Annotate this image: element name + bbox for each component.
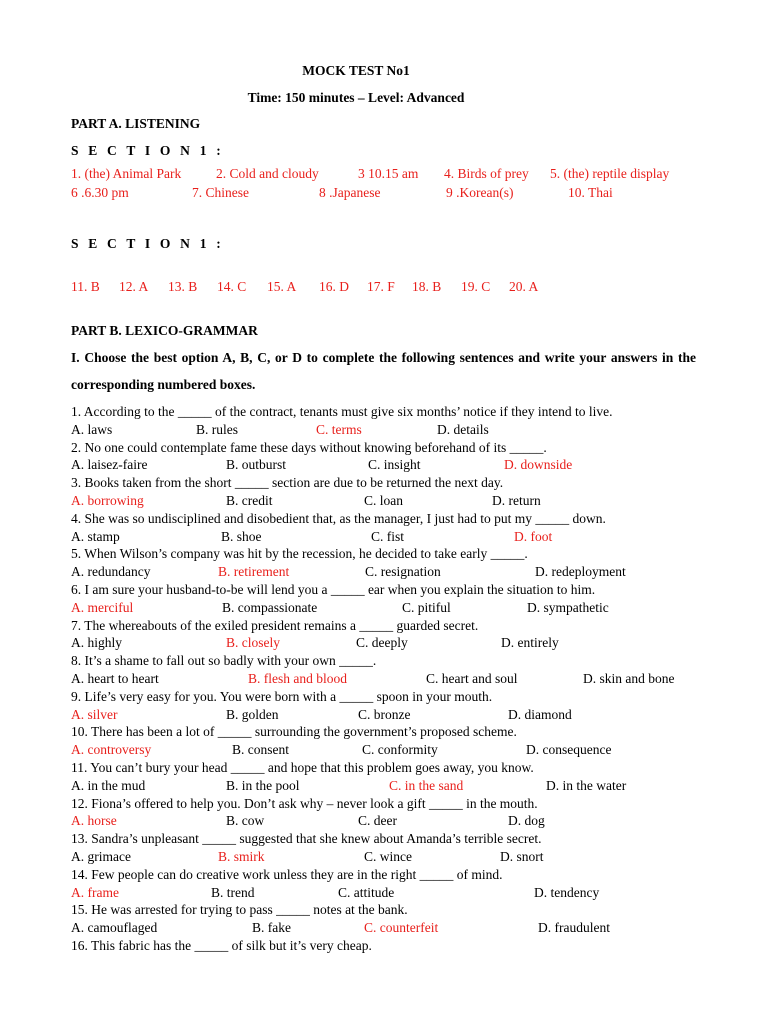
correct-option: A. controversy	[71, 742, 152, 758]
question-text: 6. I am sure your husband-to-be will lend you a _____ ear when you explain the situation to him.	[71, 582, 596, 597]
question-options	[71, 707, 711, 725]
option: D. sympathetic	[527, 599, 609, 615]
answer-9: 9 .Korean(s)	[446, 185, 514, 200]
correct-option: A. horse	[71, 813, 117, 829]
question-options	[71, 457, 711, 475]
question-options	[71, 671, 711, 689]
question-text: 9. Life’s very easy for you. You were born with a _____ spoon in your mouth.	[71, 688, 493, 704]
question-text: 7. The whereabouts of the exiled president remains a _____ guarded secret.	[71, 617, 479, 633]
option: B. shoe	[221, 528, 262, 544]
option: A. in the mud	[71, 777, 146, 793]
question-text: 15. He was arrested for trying to pass _____ notes at the bank.	[71, 902, 408, 918]
correct-option: C. terms	[316, 421, 362, 437]
option: D. redeployment	[535, 564, 626, 580]
option: C. attitude	[338, 884, 395, 900]
question-text: 3. Books taken from the short _____ section are due to be returned the next day.	[71, 475, 504, 491]
question-options	[71, 813, 711, 831]
question-text: 16. This fabric has the _____ of silk but it’s very cheap.	[71, 938, 372, 953]
option: C. wince	[364, 849, 412, 864]
option: B. trend	[211, 884, 255, 900]
option: D. entirely	[501, 635, 559, 651]
test-title: MOCK TEST No1	[302, 63, 410, 78]
section1-answers-row1	[71, 166, 711, 184]
option: C. resignation	[365, 564, 441, 580]
option: A. heart to heart	[71, 671, 159, 686]
option: D. fraudulent	[538, 920, 610, 936]
correct-option: B. flesh and blood	[248, 671, 347, 686]
question-options	[71, 920, 711, 938]
correct-option: A. silver	[71, 706, 118, 722]
section2-heading: S E C T I O N 1 :	[71, 236, 224, 251]
question-options	[71, 635, 711, 653]
question-options	[71, 885, 711, 903]
option: C. loan	[364, 493, 403, 508]
option: B. rules	[196, 421, 238, 437]
option: D. snort	[500, 849, 544, 864]
answer-12: 12. A	[119, 279, 149, 294]
question-options	[71, 849, 711, 867]
correct-option: A. borrowing	[71, 493, 144, 508]
option: C. bronze	[358, 706, 411, 722]
option: A. laisez-faire	[71, 457, 148, 473]
correct-option: D. foot	[514, 528, 553, 544]
answer-15: 15. A	[267, 279, 297, 294]
option: B. consent	[232, 742, 289, 758]
question-options	[71, 778, 711, 796]
correct-option: C. counterfeit	[364, 920, 439, 936]
correct-option: C. in the sand	[389, 777, 464, 793]
option: A. camouflaged	[71, 920, 158, 936]
correct-option: B. closely	[226, 635, 280, 651]
option: D. tendency	[534, 884, 600, 900]
question-options	[71, 422, 711, 440]
question-options	[71, 742, 711, 760]
option: D. return	[492, 493, 541, 508]
question-text: 13. Sandra’s unpleasant _____ suggested that she knew about Amanda’s terrible secret.	[71, 831, 542, 847]
option: C. deeply	[356, 635, 408, 651]
answer-8: 8 .Japanese	[319, 185, 381, 200]
answer-11: 11. B	[71, 279, 100, 294]
question-options	[71, 600, 711, 618]
answer-7: 7. Chinese	[192, 185, 249, 200]
option: C. fist	[371, 528, 405, 544]
answer-18: 18. B	[412, 279, 442, 294]
option: B. compassionate	[222, 599, 318, 615]
option: A. grimace	[71, 849, 131, 864]
answer-20: 20. A	[509, 279, 539, 294]
question-text: 4. She was so undisciplined and disobedient that, as the manager, I just had to put my _____ down.	[71, 510, 606, 526]
option: B. in the pool	[226, 777, 300, 793]
question-text: 12. Fiona’s offered to help you. Don’t ask why – never look a gift _____ in the mouth.	[71, 795, 538, 811]
option: B. outburst	[226, 457, 287, 473]
option: A. redundancy	[71, 564, 151, 580]
correct-option: D. downside	[504, 457, 573, 473]
option: B. fake	[252, 920, 291, 936]
question-options	[71, 529, 711, 547]
option: D. skin and bone	[583, 671, 675, 686]
option: B. cow	[226, 813, 265, 829]
option: A. stamp	[71, 528, 120, 544]
option: C. heart and soul	[426, 671, 518, 686]
section2-answers-row	[71, 279, 711, 297]
test-subtitle: Time: 150 minutes – Level: Advanced	[247, 90, 465, 105]
part-b-instruction: I. Choose the best option A, B, C, or D to complete the following sentences and write your answers in the corresponding numbered boxes.	[71, 350, 696, 392]
option: A. highly	[71, 635, 123, 651]
option: D. dog	[508, 813, 545, 829]
correct-option: B. smirk	[218, 849, 265, 864]
answer-3: 3 10.15 am	[358, 166, 419, 181]
answer-6: 6 .6.30 pm	[71, 185, 129, 200]
answer-1: 1. (the) Animal Park	[71, 166, 182, 181]
correct-option: A. frame	[71, 884, 119, 900]
option: A. laws	[71, 421, 113, 437]
question-text: 10. There has been a lot of _____ surrounding the government’s proposed scheme.	[71, 724, 517, 740]
option: B. credit	[226, 493, 273, 508]
answer-14: 14. C	[217, 279, 247, 294]
answer-2: 2. Cold and cloudy	[216, 166, 319, 181]
answer-13: 13. B	[168, 279, 198, 294]
correct-option: A. merciful	[71, 599, 134, 615]
part-a-heading: PART A. LISTENING	[71, 116, 201, 131]
option: B. golden	[226, 706, 279, 722]
option: C. conformity	[362, 742, 438, 758]
correct-option: B. retirement	[218, 564, 290, 580]
option: D. diamond	[508, 706, 572, 722]
option: C. deer	[358, 813, 397, 829]
option: D. details	[437, 421, 489, 437]
section1-heading: S E C T I O N 1 :	[71, 143, 224, 158]
question-options	[71, 564, 711, 582]
answer-17: 17. F	[367, 279, 395, 294]
question-text: 8. It’s a shame to fall out so badly with your own _____.	[71, 653, 377, 669]
option: C. pitiful	[402, 599, 451, 615]
question-options	[71, 493, 711, 511]
question-text: 5. When Wilson’s company was hit by the recession, he decided to take early _____.	[71, 546, 528, 562]
question-text: 1. According to the _____ of the contract, tenants must give six months’ notice if they intend to live.	[71, 404, 613, 419]
option: D. consequence	[526, 742, 612, 758]
answer-16: 16. D	[319, 279, 349, 294]
answer-19: 19. C	[461, 279, 491, 294]
answer-4: 4. Birds of prey	[444, 166, 529, 181]
part-b-heading: PART B. LEXICO-GRAMMAR	[71, 323, 258, 338]
question-text: 14. Few people can do creative work unless they are in the right _____ of mind.	[71, 866, 503, 882]
question-text: 2. No one could contemplate fame these days without knowing beforehand of its _____.	[71, 439, 547, 455]
section1-answers-row2	[71, 185, 711, 203]
question-text: 11. You can’t bury your head _____ and hope that this problem goes away, you know.	[71, 760, 534, 775]
option: D. in the water	[546, 777, 627, 793]
answer-10: 10. Thai	[568, 185, 613, 200]
option: C. insight	[368, 457, 421, 473]
answer-5: 5. (the) reptile display	[550, 166, 670, 181]
